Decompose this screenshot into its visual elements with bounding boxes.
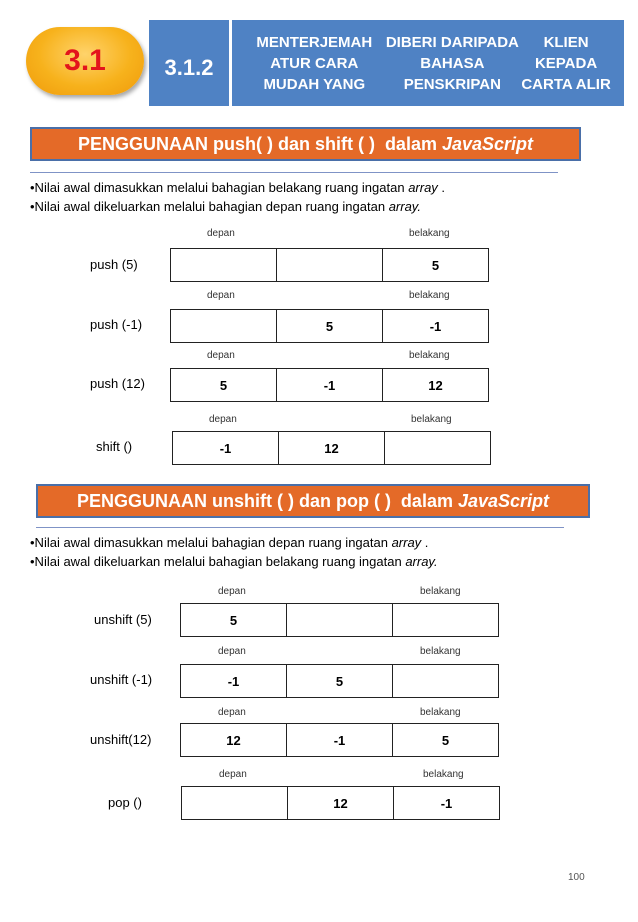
operation-label: push (-1) [90, 317, 143, 332]
front-label: depan [207, 290, 235, 301]
bullet-text: •Nilai awal dikeluarkan melalui bahagian belakang ruang ingatan [30, 554, 406, 569]
section2-banner-text: PENGGUNAAN unshift ( ) dan pop ( ) dalam [76, 490, 458, 511]
page-title-line-2: DIBERI DARIPADA BAHASA PENSKRIPAN [385, 33, 519, 93]
array-cell [182, 787, 288, 819]
bullet-em: array. [405, 554, 438, 569]
section1-divider [30, 172, 558, 173]
bullet-tail: . [421, 535, 429, 550]
section1-banner-text: PENGGUNAAN push( ) dan shift ( ) dalam [77, 133, 442, 154]
operation-label: push (12) [90, 376, 145, 391]
back-label: belakang [420, 707, 461, 718]
bullet-em: array [408, 180, 438, 195]
page-number: 100 [568, 872, 585, 883]
array-cell: -1 [287, 724, 393, 756]
array-cell: 12 [181, 724, 287, 756]
section1-bullet-1 [30, 180, 445, 195]
array-cell: 5 [287, 665, 393, 697]
subsection-code: 3.1.2 [149, 20, 229, 106]
bullet-text: •Nilai awal dimasukkan melalui bahagian belakang ruang ingatan [30, 180, 409, 195]
section1-banner [30, 127, 581, 161]
array-cell [393, 604, 498, 636]
front-label: depan [207, 228, 235, 239]
array-cell [171, 249, 277, 281]
section1-bullet-2 [30, 199, 421, 214]
section2-bullet-2 [30, 554, 438, 569]
array-cell: 5 [277, 310, 383, 342]
array-row [180, 664, 499, 698]
array-cell [277, 249, 383, 281]
array-cell: 5 [171, 369, 277, 401]
array-cell: 5 [181, 604, 287, 636]
page-title [232, 20, 624, 106]
section-badge: 3.1 [26, 27, 144, 95]
array-row [170, 248, 489, 282]
front-label: depan [218, 586, 246, 597]
operation-label: unshift (-1) [90, 672, 153, 687]
back-label: belakang [420, 646, 461, 657]
array-cell: 12 [428, 377, 443, 393]
array-row [170, 368, 489, 402]
bullet-em: array. [388, 199, 421, 214]
front-label: depan [219, 769, 247, 780]
array-cell [393, 665, 498, 697]
operation-label: unshift (5) [94, 612, 152, 627]
operation-label: shift () [96, 439, 133, 454]
array-cell: -1 [429, 318, 442, 334]
back-label: belakang [423, 769, 464, 780]
front-label: depan [209, 414, 237, 425]
array-cell: -1 [181, 665, 287, 697]
operation-label: pop () [108, 795, 142, 810]
front-label: depan [218, 646, 246, 657]
page-title-line-1: MENTERJEMAH ATUR CARA MUDAH YANG [256, 33, 373, 93]
array-cell: -1 [440, 795, 453, 811]
array-cell: 5 [431, 257, 440, 273]
operation-label: unshift(12) [90, 732, 152, 747]
array-cell: 12 [279, 432, 385, 464]
bullet-text: •Nilai awal dimasukkan melalui bahagian depan ruang ingatan [30, 535, 392, 550]
array-cell [287, 604, 393, 636]
section2-bullet-1 [30, 535, 428, 550]
back-label: belakang [420, 586, 461, 597]
array-row [172, 431, 491, 465]
array-cell: 5 [441, 732, 450, 748]
array-cell: -1 [277, 369, 383, 401]
back-label: belakang [409, 350, 450, 361]
array-cell: 12 [288, 787, 394, 819]
back-label: belakang [411, 414, 452, 425]
front-label: depan [218, 707, 246, 718]
array-row [181, 786, 500, 820]
array-cell [385, 432, 490, 464]
operation-label: push (5) [90, 257, 138, 272]
bullet-text: •Nilai awal dikeluarkan melalui bahagian depan ruang ingatan [30, 199, 389, 214]
back-label: belakang [409, 228, 450, 239]
bullet-em: array [391, 535, 422, 550]
section1-banner-js: JavaScript [441, 133, 534, 154]
section2-banner [36, 484, 590, 518]
bullet-tail: . [437, 180, 446, 195]
array-row [180, 723, 499, 757]
array-cell [171, 310, 277, 342]
array-cell: -1 [173, 432, 279, 464]
array-row [180, 603, 499, 637]
page-title-line-3: KLIEN KEPADA CARTA ALIR [521, 33, 611, 93]
section2-banner-js: JavaScript [457, 490, 550, 511]
front-label: depan [207, 350, 235, 361]
section2-divider [36, 527, 564, 528]
array-row [170, 309, 489, 343]
back-label: belakang [409, 290, 450, 301]
